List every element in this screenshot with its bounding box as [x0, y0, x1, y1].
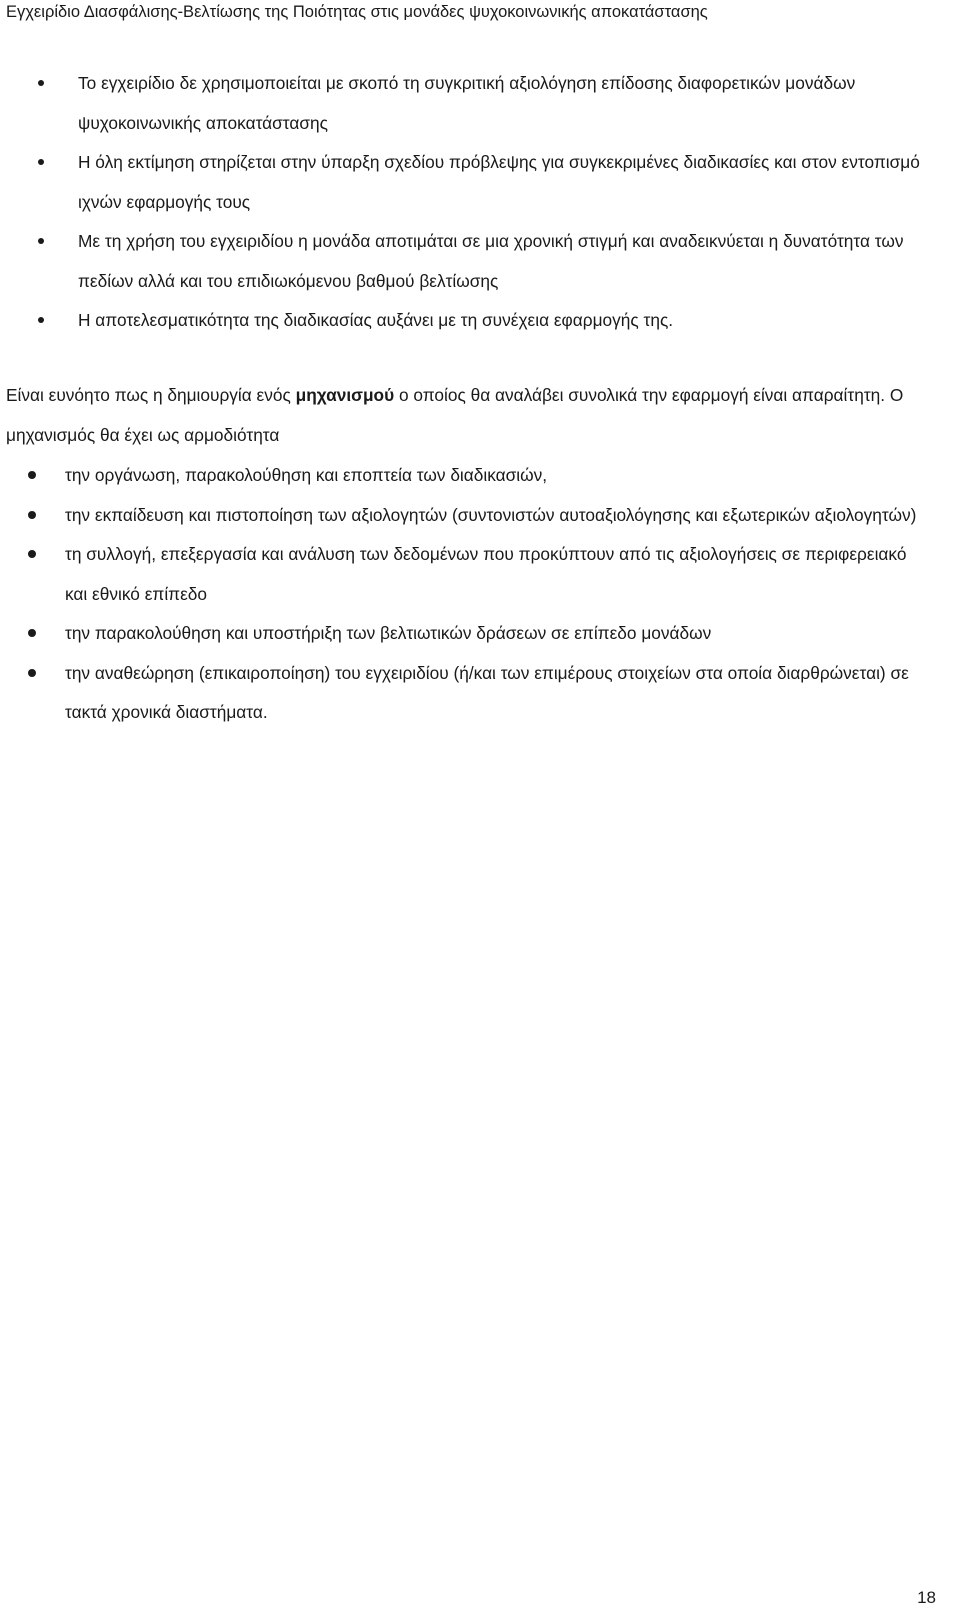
intro-bullet-list [0, 64, 930, 341]
bullet-icon [28, 550, 36, 558]
list-item [0, 456, 920, 496]
paragraph-text-start: Είναι ευνόητο πως η δημιουργία ενός [6, 385, 296, 405]
body-paragraph [6, 376, 926, 455]
list-item-text: Η όλη εκτίμηση στηρίζεται στην ύπαρξη σχεδίου πρόβλεψης για συγκεκριμένες διαδικασίες και στον εντοπισμό ιχνών εφαρμογής τους [78, 152, 920, 212]
list-item-text: την αναθεώρηση (επικαιροποίηση) του εγχειριδίου (ή/και των επιμέρους στοιχείων στα οποία διαρθρώνεται) σε τακτά χρονικά διαστήματα. [65, 662, 909, 722]
bullet-icon [38, 80, 44, 86]
bullet-icon [28, 669, 36, 677]
list-item-text: την εκπαίδευση και πιστοποίηση των αξιολογητών (συντονιστών αυτοαξιολόγησης και εξωτερικών αξιολογητών) [65, 504, 917, 525]
list-item-text: Το εγχειρίδιο δε χρησιμοποιείται με σκοπό τη συγκριτική αξιολόγηση επίδοσης διαφορετικών μονάδων ψυχοκοινωνικής αποκατάστασης [78, 73, 856, 133]
list-item [0, 143, 930, 222]
bullet-icon [28, 471, 36, 479]
list-item-text: την παρακολούθηση και υποστήριξη των βελτιωτικών δράσεων σε επίπεδο μονάδων [65, 623, 712, 643]
bullet-icon [38, 159, 44, 165]
list-item-text: Η αποτελεσματικότητα της διαδικασίας αυξάνει με τη συνέχεια εφαρμογής της. [78, 310, 674, 330]
list-item [0, 64, 930, 143]
list-item [0, 614, 920, 654]
list-item [0, 654, 920, 733]
paragraph-text-end: ο οποίος θα αναλάβει συνολικά την εφαρμογή είναι απαραίτητη. Ο μηχανισμός θα έχει ως αρμοδιότητα [6, 385, 904, 445]
running-header: Εγχειρίδιο Διασφάλισης-Βελτίωσης της Ποιότητας στις μονάδες ψυχοκοινωνικής αποκατάστασης [6, 3, 708, 21]
page-number: 18 [917, 1588, 936, 1607]
paragraph-bold-term: μηχανισμού [295, 385, 395, 405]
list-item [0, 496, 920, 536]
bullet-icon [38, 317, 44, 323]
list-item-text: Με τη χρήση του εγχειριδίου η μονάδα αποτιμάται σε μια χρονική στιγμή και αναδεικνύεται η δυνατότητα των πεδίων αλλά και του επιδιωκόμενου βαθμού βελτίωσης [78, 231, 904, 291]
bullet-icon [28, 629, 36, 637]
list-item-text: τη συλλογή, επεξεργασία και ανάλυση των δεδομένων που προκύπτουν από τις αξιολογήσεις σε περιφερειακό και εθνικό επίπεδο [65, 544, 907, 604]
list-item [0, 301, 930, 341]
bullet-icon [28, 511, 36, 519]
list-item-text: την οργάνωση, παρακολούθηση και εποπτεία των διαδικασιών, [65, 465, 548, 485]
list-item [0, 222, 930, 301]
list-item [0, 535, 920, 614]
duties-bullet-list [0, 456, 920, 733]
bullet-icon [38, 238, 44, 244]
